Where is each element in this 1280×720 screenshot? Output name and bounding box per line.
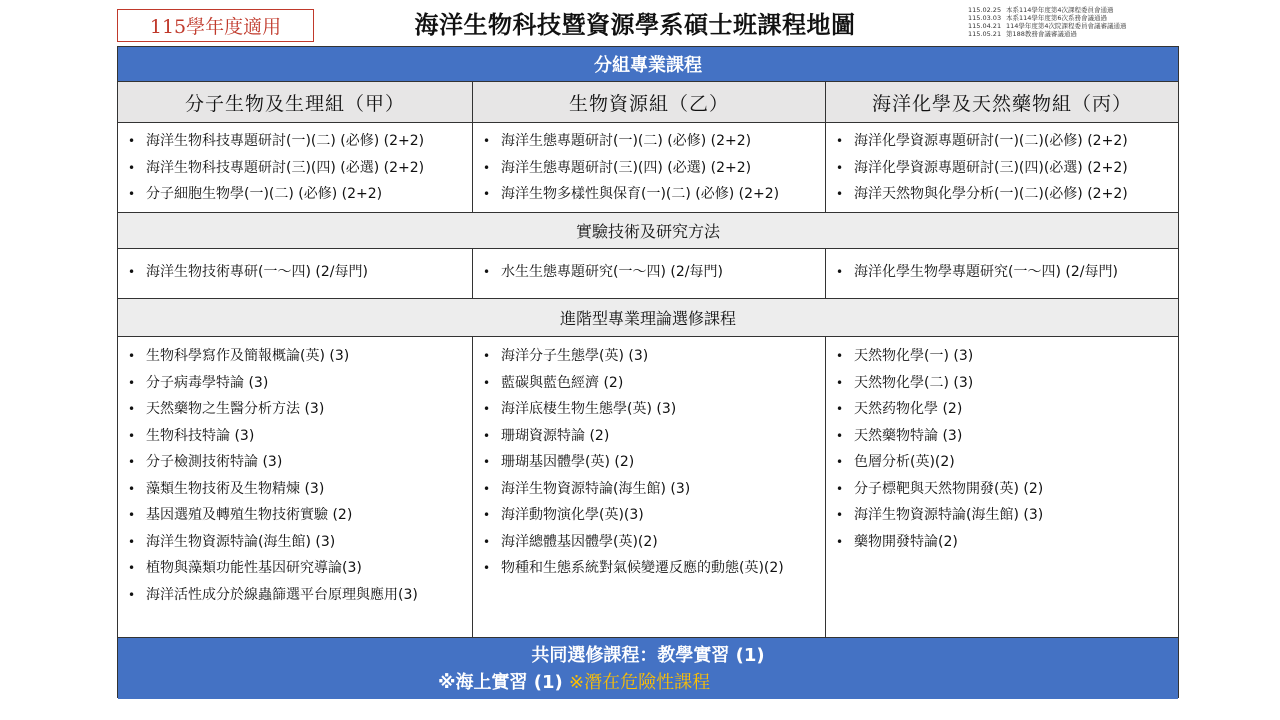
course-name: 海洋動物演化學(英)(3) <box>501 507 644 523</box>
course-name: 海洋生物科技專題研討(三)(四) (必選) (2+2) <box>146 159 425 176</box>
course-name: 海洋化學資源專題研討(三)(四)(必選) (2+2) <box>854 159 1128 176</box>
bullet-icon: • <box>128 455 136 469</box>
year-badge: 115學年度適用 <box>117 9 314 42</box>
hazard-note: ※潛在危險性課程 <box>569 671 711 693</box>
note-text: 本系114學年度第6次系務會議通過 <box>1006 14 1108 22</box>
bullet-icon: • <box>128 160 136 175</box>
advanced-row <box>118 337 1178 637</box>
course-item <box>483 343 825 370</box>
bullet-icon: • <box>836 187 844 201</box>
course-item <box>483 476 825 503</box>
course-item <box>128 555 472 582</box>
bullet-icon: • <box>128 508 136 522</box>
course-item <box>128 396 472 423</box>
bullet-icon: • <box>836 134 844 148</box>
course-name: 藍碳與藍色經濟 (2) <box>501 374 624 391</box>
seminar-cell-b <box>473 123 826 212</box>
sea-practice-course: ※海上實習 (1) <box>438 671 563 693</box>
course-item <box>836 259 1178 286</box>
course-name: 天然藥物特論 (3) <box>854 427 963 444</box>
course-name: 海洋活性成分於線蟲篩選平台原理與應用(3) <box>146 586 418 603</box>
course-list <box>473 337 825 582</box>
bullet-icon: • <box>483 428 491 443</box>
course-item <box>836 529 1178 556</box>
group-header-b: 生物資源組（乙） <box>473 82 826 122</box>
course-list <box>473 249 825 286</box>
course-name: 物種和生態系統對氣候變遷反應的動態(英)(2) <box>501 560 784 576</box>
bullet-icon: • <box>128 481 136 496</box>
course-name: 藥物開發特論(2) <box>854 533 958 550</box>
course-item <box>483 181 825 208</box>
bullet-icon: • <box>483 187 491 201</box>
group-header-row <box>118 82 1178 123</box>
bullet-icon: • <box>836 265 844 279</box>
course-item <box>128 181 472 208</box>
course-name: 海洋生物技術專研(一～四) (2/每門) <box>146 264 368 280</box>
course-name: 海洋化學資源專題研討(一)(二)(必修) (2+2) <box>854 133 1128 149</box>
note-date: 115.02.25 <box>968 6 1002 14</box>
bullet-icon: • <box>836 160 844 175</box>
bullet-icon: • <box>128 534 136 549</box>
course-name: 海洋化學生物學專題研究(一～四) (2/每門) <box>854 264 1118 280</box>
course-item <box>483 449 825 476</box>
course-item <box>483 502 825 529</box>
course-item <box>483 423 825 450</box>
course-list <box>826 249 1178 286</box>
course-item <box>128 155 472 182</box>
approval-note <box>968 30 1188 38</box>
course-item <box>483 370 825 397</box>
lab-row <box>118 249 1178 299</box>
course-item <box>836 370 1178 397</box>
course-name: 海洋總體基因體學(英)(2) <box>501 533 658 550</box>
group-header-c: 海洋化學及天然藥物組（丙） <box>871 92 1132 115</box>
lab-cell-b <box>473 249 826 298</box>
course-item <box>128 476 472 503</box>
course-item <box>836 423 1178 450</box>
bullet-icon: • <box>483 402 491 416</box>
course-item <box>836 128 1178 155</box>
bullet-icon: • <box>128 349 136 363</box>
course-name: 生物科學寫作及簡報概論(英) (3) <box>146 348 350 364</box>
note-date: 115.05.21 <box>968 30 1002 38</box>
bullet-icon: • <box>836 508 844 522</box>
course-name: 天然药物化學 (2) <box>854 401 963 417</box>
lab-cell-c <box>826 249 1178 298</box>
section-header-group-courses: 分組專業課程 <box>118 47 1178 82</box>
course-name: 水生生態專題研究(一～四) (2/每門) <box>501 264 723 280</box>
bullet-icon: • <box>483 134 491 148</box>
course-name: 海洋分子生態學(英) (3) <box>501 348 649 364</box>
course-name: 植物與藻類功能性基因研究導論(3) <box>146 560 362 576</box>
note-text: 第188教務會議審議通過 <box>1006 30 1077 38</box>
note-date: 115.04.21 <box>968 22 1002 30</box>
course-name: 海洋生態專題研討(一)(二) (必修) (2+2) <box>501 133 752 149</box>
course-item <box>128 449 472 476</box>
approval-note <box>968 14 1188 22</box>
course-name: 色層分析(英)(2) <box>854 454 955 470</box>
course-item <box>836 181 1178 208</box>
course-name: 天然物化學(二) (3) <box>854 374 974 391</box>
bullet-icon: • <box>483 349 491 363</box>
course-item <box>128 259 472 286</box>
bullet-icon: • <box>483 534 491 549</box>
course-name: 珊瑚基因體學(英) (2) <box>501 454 635 470</box>
course-name: 天然藥物之生醫分析方法 (3) <box>146 401 325 417</box>
course-list <box>826 337 1178 555</box>
course-name: 基因選殖及轉殖生物技術實驗 (2) <box>146 507 353 523</box>
bullet-icon: • <box>483 481 491 496</box>
note-date: 115.03.03 <box>968 14 1002 22</box>
bullet-icon: • <box>483 455 491 469</box>
sea-practice-line <box>118 669 1178 696</box>
common-elective-line: 共同選修課程：教學實習 (1) <box>531 644 765 666</box>
course-item <box>836 396 1178 423</box>
course-list <box>473 123 825 208</box>
course-list <box>826 123 1178 208</box>
bullet-icon: • <box>483 160 491 175</box>
course-item <box>836 449 1178 476</box>
course-map-table <box>117 46 1179 698</box>
course-name: 天然物化學(一) (3) <box>854 348 974 364</box>
bullet-icon: • <box>483 508 491 522</box>
note-text: 114學年度第4次院課程委員會議審議通過 <box>1006 22 1127 30</box>
section-header-lab-methods: 實驗技術及研究方法 <box>118 213 1178 249</box>
course-name: 分子檢測技術特論 (3) <box>146 454 283 470</box>
course-name: 海洋天然物與化學分析(一)(二)(必修) (2+2) <box>854 186 1128 202</box>
bullet-icon: • <box>128 187 136 201</box>
course-name: 分子病毒學特論 (3) <box>146 374 269 391</box>
course-name: 海洋生物資源特論(海生館) (3) <box>501 480 691 497</box>
course-item <box>483 128 825 155</box>
bullet-icon: • <box>836 402 844 416</box>
bullet-icon: • <box>836 375 844 390</box>
course-name: 分子細胞生物學(一)(二) (必修) (2+2) <box>146 186 383 202</box>
bullet-icon: • <box>836 481 844 496</box>
bullet-icon: • <box>836 349 844 363</box>
bullet-icon: • <box>483 561 491 575</box>
course-item <box>128 343 472 370</box>
bullet-icon: • <box>483 375 491 390</box>
bullet-icon: • <box>128 375 136 390</box>
course-item <box>483 396 825 423</box>
course-item <box>128 370 472 397</box>
course-list <box>118 123 472 208</box>
course-item <box>483 259 825 286</box>
page-title: 海洋生物科技暨資源學系碩士班課程地圖 <box>414 11 856 39</box>
bullet-icon: • <box>128 265 136 279</box>
course-item <box>483 555 825 582</box>
course-item <box>836 476 1178 503</box>
course-name: 海洋生物資源特論(海生館) (3) <box>146 533 336 550</box>
bullet-icon: • <box>836 428 844 443</box>
common-elective-footer <box>118 637 1178 699</box>
seminar-row <box>118 123 1178 213</box>
advanced-cell-a <box>118 337 473 637</box>
course-name: 海洋底棲生物生態學(英) (3) <box>501 401 677 417</box>
approval-note <box>968 6 1188 14</box>
bullet-icon: • <box>128 561 136 575</box>
course-name: 海洋生物資源特論(海生館) (3) <box>854 507 1044 523</box>
course-name: 藻類生物技術及生物精煉 (3) <box>146 480 325 497</box>
seminar-cell-a <box>118 123 473 212</box>
course-name: 海洋生物科技專題研討(一)(二) (必修) (2+2) <box>146 133 425 149</box>
course-item <box>128 529 472 556</box>
approval-note <box>968 22 1188 30</box>
course-item <box>836 502 1178 529</box>
course-item <box>128 582 472 609</box>
course-item <box>483 529 825 556</box>
section-header-advanced: 進階型專業理論選修課程 <box>118 299 1178 337</box>
advanced-cell-b <box>473 337 826 637</box>
course-item <box>836 343 1178 370</box>
note-text: 本系114學年度第4次課程委員會通過 <box>1006 6 1114 14</box>
bullet-icon: • <box>128 587 136 602</box>
bullet-icon: • <box>483 265 491 279</box>
course-name: 珊瑚資源特論 (2) <box>501 427 610 444</box>
approval-notes <box>968 6 1188 38</box>
course-item <box>128 128 472 155</box>
lab-cell-a <box>118 249 473 298</box>
bullet-icon: • <box>128 402 136 416</box>
course-item <box>836 155 1178 182</box>
course-item <box>128 502 472 529</box>
course-name: 生物科技特論 (3) <box>146 427 255 444</box>
bullet-icon: • <box>128 428 136 443</box>
course-name: 分子標靶與天然物開發(英) (2) <box>854 480 1044 497</box>
course-item <box>483 155 825 182</box>
advanced-cell-c <box>826 337 1178 637</box>
course-list <box>118 337 472 608</box>
bullet-icon: • <box>836 455 844 469</box>
course-list <box>118 249 472 286</box>
bullet-icon: • <box>128 134 136 148</box>
course-name: 海洋生態專題研討(三)(四) (必選) (2+2) <box>501 159 752 176</box>
course-item <box>128 423 472 450</box>
seminar-cell-c <box>826 123 1178 212</box>
course-name: 海洋生物多樣性與保育(一)(二) (必修) (2+2) <box>501 186 780 202</box>
group-header-a: 分子生物及生理組（甲） <box>118 82 473 122</box>
bullet-icon: • <box>836 534 844 549</box>
